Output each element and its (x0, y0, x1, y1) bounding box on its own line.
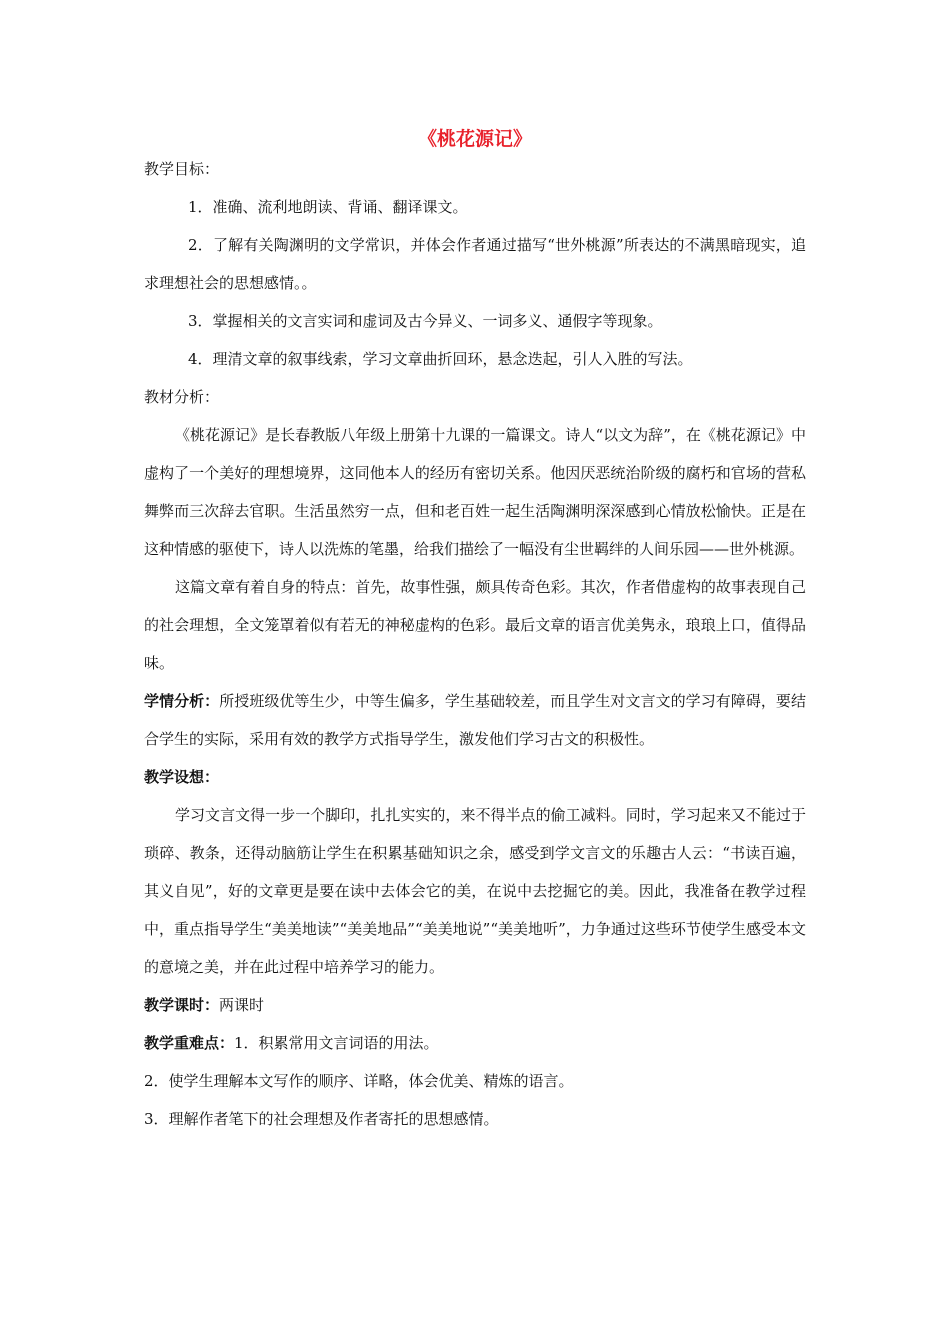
objective-item: 2．了解有关陶渊明的文学常识，并体会作者通过描写“世外桃源”所表达的不满黑暗现实，追求理想社会的思想感情。。 (144, 236, 806, 292)
students-label: 学情分析： (144, 692, 220, 710)
design-paragraph: 学习文言文得一步一个脚印，扎扎实实的，来不得半点的偷工减料。同时，学习起来又不能过于琐碎、教条，还得动脑筋让学生在积累基础知识之余，感受到学文言文的乐趣古人云：“书读百遍，其义自见”，好的文章更是要在读中去体会它的美，在说中去挖掘它的美。因此，我准备在教学过程中，重点指导学生“美美地读”“美美地品”“美美地说”“美美地听”，力争通过这些环节使学生感受本文的意境之美，并在此过程中培养学习的能力。 (144, 806, 806, 976)
objectives-heading: 教学目标： (144, 160, 220, 178)
keypoints-text: 1．积累常用文言词语的用法。 (234, 1034, 439, 1052)
hours-section (144, 986, 806, 1024)
objective-item: 1．准确、流利地朗读、背诵、翻译课文。 (188, 198, 468, 216)
objective-item: 4．理清文章的叙事线索，学习文章曲折回环，悬念迭起，引人入胜的写法。 (188, 350, 693, 368)
hours-text: 两课时 (219, 996, 265, 1014)
students-text: 所授班级优等生少，中等生偏多，学生基础较差，而且学生对文言文的学习有障碍，要结合学生的实际，采用有效的教学方式指导学生，激发他们学习古文的积极性。 (144, 692, 806, 748)
document-title: 《桃花源记》 (417, 128, 532, 150)
keypoints-label: 教学重难点： (144, 1034, 235, 1052)
material-paragraph: 这篇文章有着自身的特点：首先，故事性强，颇具传奇色彩。其次，作者借虚构的故事表现自己的社会理想，全文笼罩着似有若无的神秘虚构的色彩。最后文章的语言优美隽永，琅琅上口，值得品味。 (144, 578, 806, 672)
material-paragraph: 《桃花源记》是长春教版八年级上册第十九课的一篇课文。诗人“以文为辞”，在《桃花源记》中虚构了一个美好的理想境界，这同他本人的经历有密切关系。他因厌恶统治阶级的腐朽和官场的营私舞弊而三次辞去官职。生活虽然穷一点，但和老百姓一起生活陶渊明深深感到心情放松愉快。正是在这种情感的驱使下，诗人以洗炼的笔墨，给我们描绘了一幅没有尘世羁绊的人间乐园——世外桃源。 (144, 426, 806, 558)
keypoints-section (144, 1024, 806, 1062)
students-section (144, 682, 806, 758)
material-heading: 教材分析： (144, 388, 220, 406)
keypoint-item: 3．理解作者笔下的社会理想及作者寄托的思想感情。 (144, 1110, 499, 1128)
design-heading: 教学设想： (144, 768, 220, 786)
document-body (144, 150, 806, 1138)
hours-label: 教学课时： (144, 996, 220, 1014)
objective-item: 3．掌握相关的文言实词和虚词及古今异义、一词多义、通假字等现象。 (188, 312, 663, 330)
keypoint-item: 2．使学生理解本文写作的顺序、详略，体会优美、精炼的语言。 (144, 1072, 574, 1090)
